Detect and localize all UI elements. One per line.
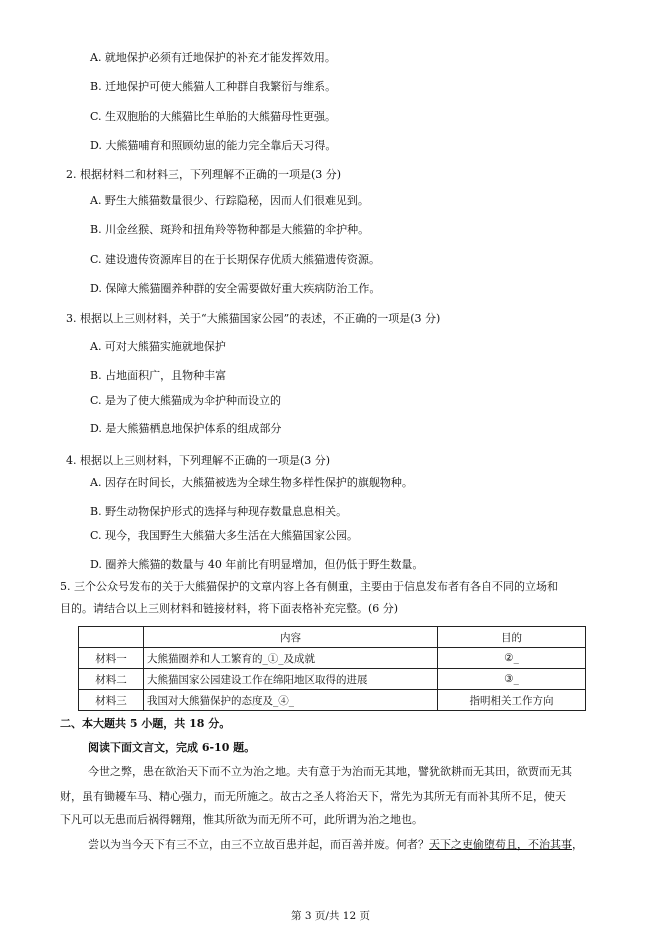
q4-option-a: A. 因存在时间长，大熊猫被选为全球生物多样性保护的旗舰物种。 xyxy=(90,476,413,489)
table-cell: 大熊猫圈养和人工繁育的_①_及成就 xyxy=(144,648,438,669)
q2-option-d: D. 保障大熊猫圈养种群的安全需要做好重大疾病防治工作。 xyxy=(90,282,381,295)
section-subheading: 阅读下面文言文，完成 6-10 题。 xyxy=(88,741,256,754)
passage-line: 财，虽有锄耰车马、精心强力，而无所施之。故古之圣人将治天下，常先为其所无有而补其所不足，使天 xyxy=(60,790,566,803)
answer-table xyxy=(78,626,586,711)
underlined-sentence: 天下之吏偷堕苟且，不治其事 xyxy=(429,838,572,851)
q1-option-b: B. 迁地保护可使大熊猫人工种群自我繁衍与维系。 xyxy=(90,80,337,93)
q2-stem: 2. 根据材料二和材料三，下列理解不正确的一项是(3 分) xyxy=(66,168,342,181)
q4-option-b: B. 野生动物保护形式的选择与种现存数量息息相关。 xyxy=(90,505,348,518)
passage-text: 尝以为当今天下有三不立，由三不立故百患并起，而百善并废。何者？ xyxy=(88,838,429,851)
table-cell: 大熊猫国家公园建设工作在绵阳地区取得的进展 xyxy=(144,669,438,690)
q2-option-a: A. 野生大熊猫数量很少、行踪隐秘，因而人们很难见到。 xyxy=(90,194,369,207)
table-row xyxy=(79,669,586,690)
passage-text: ， xyxy=(572,838,583,851)
page-footer: 第 3 页/共 12 页 xyxy=(291,910,370,922)
q1-option-d: D. 大熊猫哺育和照顾幼崽的能力完全靠后天习得。 xyxy=(90,139,337,152)
table-cell: 材料一 xyxy=(79,648,144,669)
table-row xyxy=(79,690,586,711)
table-header-row xyxy=(79,627,586,648)
table-cell: ②_ xyxy=(438,648,586,669)
q4-option-d: D. 圈养大熊猫的数量与 40 年前比有明显增加，但仍低于野生数量。 xyxy=(90,558,424,571)
q3-option-b: B. 占地面积广，且物种丰富 xyxy=(90,369,227,382)
q2-option-b: B. 川金丝猴、斑羚和扭角羚等物种都是大熊猫的伞护种。 xyxy=(90,223,370,236)
table-header-cell: 目的 xyxy=(438,627,586,648)
q3-stem: 3. 根据以上三则材料，关于“大熊猫国家公园”的表述，不正确的一项是(3 分) xyxy=(66,312,441,325)
q5-stem-line1: 5. 三个公众号发布的关于大熊猫保护的文章内容上各有侧重，主要由于信息发布者有各自不同的立场和 xyxy=(60,580,558,593)
q5-stem-line2: 目的。请结合以上三则材料和链接材料，将下面表格补充完整。(6 分) xyxy=(60,602,399,615)
table-cell: 材料三 xyxy=(79,690,144,711)
table-header-cell xyxy=(79,627,144,648)
table-cell: 我国对大熊猫保护的态度及_④_ xyxy=(144,690,438,711)
table-cell: ③_ xyxy=(438,669,586,690)
q1-option-c: C. 生双胞胎的大熊猫比生单胎的大熊猫母性更强。 xyxy=(90,110,337,123)
passage-line: 今世之弊，患在欲治天下而不立为治之地。夫有意于为治而无其地，譬犹欲耕而无其田，欲贾而无其 xyxy=(88,765,572,778)
q3-option-a: A. 可对大熊猫实施就地保护 xyxy=(90,340,226,353)
q2-option-c: C. 建设遗传资源库目的在于长期保存优质大熊猫遗传资源。 xyxy=(90,253,381,266)
section-heading: 二、本大题共 5 小题，共 18 分。 xyxy=(60,717,231,730)
q4-stem: 4. 根据以上三则材料，下列理解不正确的一项是(3 分) xyxy=(66,454,331,467)
q1-option-a: A. 就地保护必须有迁地保护的补充才能发挥效用。 xyxy=(90,51,336,64)
table-row xyxy=(79,648,586,669)
table-cell: 指明相关工作方向 xyxy=(438,690,586,711)
table-cell: 材料二 xyxy=(79,669,144,690)
passage-line xyxy=(88,838,583,852)
table-header-cell: 内容 xyxy=(144,627,438,648)
q4-option-c: C. 现今，我国野生大熊猫大多生活在大熊猫国家公园。 xyxy=(90,529,359,542)
q3-option-d: D. 是大熊猫栖息地保护体系的组成部分 xyxy=(90,422,282,435)
passage-line: 下凡可以无患而后祸得翱翔，惟其所欲为而无所不可，此所谓为治之地也。 xyxy=(60,813,423,826)
q3-option-c: C. 是为了使大熊猫成为伞护种而设立的 xyxy=(90,394,282,407)
